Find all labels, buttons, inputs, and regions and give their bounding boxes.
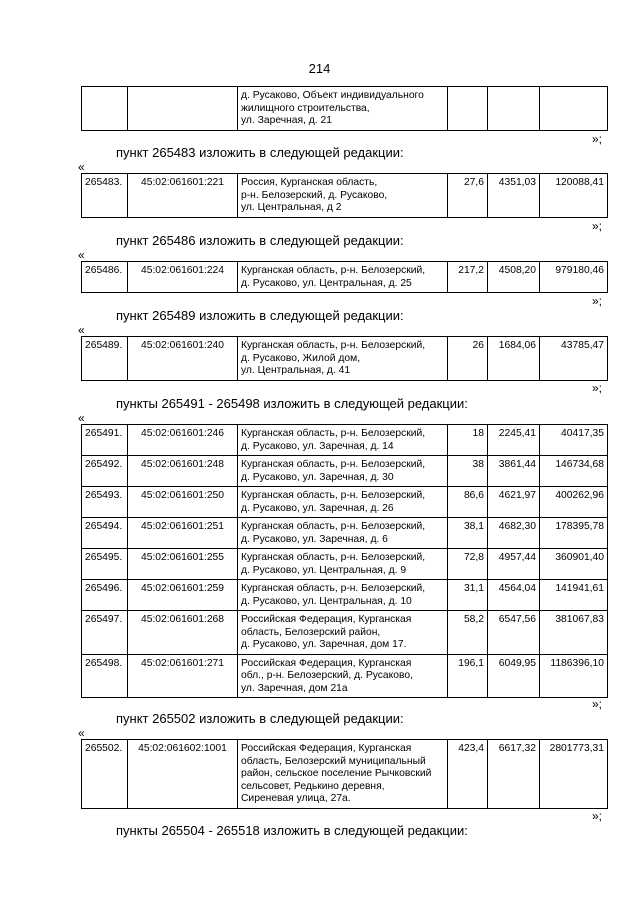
amendment-paragraph: пункт 265502 изложить в следующей редакции: [116, 711, 404, 726]
address-line: Курганская область, р-н. Белозерский, [241, 340, 426, 351]
open-quote: « [78, 248, 85, 262]
address-line: д. Русаково, ул. Заречная, д. 30 [241, 471, 394, 483]
area-cell: 217,2 [448, 262, 488, 293]
address-cell [238, 456, 448, 487]
item-number-cell: 265489. [82, 337, 128, 381]
table-row [82, 456, 608, 487]
unit-price-cell: 1684,06 [488, 337, 540, 381]
item-number-cell: 265486. [82, 262, 128, 293]
cadastral-value-cell: 381067,83 [540, 611, 608, 655]
cadastral-number-cell: 45:02:061601:246 [128, 425, 238, 456]
table-row [82, 174, 608, 218]
cadastral-number-cell: 45:02:061601:268 [128, 611, 238, 655]
address-line: д. Русаково, Жилой дом, [241, 352, 361, 364]
address-line: р-н. Белозерский, д. Русаково, [241, 189, 388, 201]
address-line: Россия, Курганская область, [241, 177, 378, 188]
address-line: Курганская область, р-н. Белозерский, [241, 265, 426, 276]
address-line: Сиреневая улица, 27а. [241, 793, 351, 804]
unit-price-cell: 6617,32 [488, 740, 540, 809]
address-line: область, Белозерский район, [241, 626, 381, 638]
address-cell [238, 337, 448, 381]
item-number-cell [82, 87, 128, 131]
address-cell [238, 518, 448, 549]
address-line: Курганская область, р-н. Белозерский, [241, 459, 426, 470]
address-cell [238, 174, 448, 218]
area-cell: 58,2 [448, 611, 488, 655]
area-cell [448, 87, 488, 131]
unit-price-cell: 4508,20 [488, 262, 540, 293]
address-line: ул. Центральная, д 2 [241, 202, 342, 213]
unit-price-cell: 4351,03 [488, 174, 540, 218]
area-cell: 423,4 [448, 740, 488, 809]
open-quote: « [78, 726, 85, 740]
cadastral-value-cell: 979180,46 [540, 262, 608, 293]
address-line: д. Русаково, ул. Заречная, д. 26 [241, 502, 394, 514]
address-line: Курганская область, р-н. Белозерский, [241, 490, 426, 501]
address-line: район, сельское поселение Рычковский [241, 768, 432, 779]
cadastral-number-cell [128, 87, 238, 131]
address-line: д. Русаково, ул. Центральная, д. 25 [241, 277, 412, 289]
cadastral-value-cell: 40417,35 [540, 425, 608, 456]
close-quote: »; [592, 809, 603, 823]
page-number: 214 [308, 61, 331, 76]
amendment-paragraph: пункты 265504 - 265518 изложить в следующей редакции: [116, 823, 468, 838]
close-quote: »; [592, 219, 603, 233]
table-row [82, 518, 608, 549]
address-line: Российская Федерация, Курганская [241, 614, 412, 625]
area-cell: 72,8 [448, 549, 488, 580]
area-cell: 27,6 [448, 174, 488, 218]
table-row [82, 425, 608, 456]
registry-table-265489 [81, 336, 608, 381]
cadastral-value-cell: 43785,47 [540, 337, 608, 381]
open-quote: « [78, 160, 85, 174]
amendment-paragraph: пункт 265489 изложить в следующей редакции: [116, 308, 404, 323]
cadastral-value-cell: 2801773,31 [540, 740, 608, 809]
unit-price-cell: 4957,44 [488, 549, 540, 580]
table-row [82, 611, 608, 655]
cadastral-number-cell: 45:02:061601:259 [128, 580, 238, 611]
item-number-cell: 265496. [82, 580, 128, 611]
table-row [82, 487, 608, 518]
item-number-cell: 265498. [82, 654, 128, 698]
cadastral-number-cell: 45:02:061601:255 [128, 549, 238, 580]
item-number-cell: 265502. [82, 740, 128, 809]
unit-price-cell: 4621,97 [488, 487, 540, 518]
address-cell [238, 611, 448, 655]
area-cell: 26 [448, 337, 488, 381]
close-quote: »; [592, 697, 603, 711]
area-cell: 31,1 [448, 580, 488, 611]
address-cell [238, 87, 448, 131]
unit-price-cell: 2245,41 [488, 425, 540, 456]
item-number-cell: 265494. [82, 518, 128, 549]
area-cell: 196,1 [448, 654, 488, 698]
cadastral-number-cell: 45:02:061601:221 [128, 174, 238, 218]
cadastral-number-cell: 45:02:061601:224 [128, 262, 238, 293]
address-line: Российская Федерация, Курганская [241, 743, 412, 754]
address-line: Курганская область, р-н. Белозерский, [241, 428, 426, 439]
unit-price-cell: 6547,56 [488, 611, 540, 655]
cadastral-value-cell: 141941,61 [540, 580, 608, 611]
cadastral-value-cell: 400262,96 [540, 487, 608, 518]
address-line: д. Русаково, Объект индивидуального [241, 90, 424, 101]
address-line: ул. Заречная, дом 21а [241, 682, 348, 694]
table-row [82, 262, 608, 293]
registry-table-265502 [81, 739, 608, 809]
registry-table-265486 [81, 261, 608, 293]
address-cell [238, 262, 448, 293]
registry-table-265491-265498 [81, 424, 608, 698]
cadastral-value-cell: 1186396,10 [540, 654, 608, 698]
address-line: обл., р-н. Белозерский, д. Русаково, [241, 670, 413, 681]
area-cell: 18 [448, 425, 488, 456]
cadastral-number-cell: 45:02:061601:271 [128, 654, 238, 698]
address-cell [238, 580, 448, 611]
open-quote: « [78, 323, 85, 337]
cadastral-value-cell: 360901,40 [540, 549, 608, 580]
address-line: д. Русаково, ул. Заречная, дом 17. [241, 639, 407, 650]
address-line: Курганская область, р-н. Белозерский, [241, 521, 426, 532]
address-line: жилищного строительства, [241, 102, 370, 114]
item-number-cell: 265491. [82, 425, 128, 456]
address-line: д. Русаково, ул. Заречная, д. 6 [241, 533, 388, 545]
address-cell [238, 425, 448, 456]
table-row [82, 580, 608, 611]
table-row [82, 654, 608, 698]
unit-price-cell: 4564,04 [488, 580, 540, 611]
cadastral-number-cell: 45:02:061602:1001 [128, 740, 238, 809]
registry-table-265483 [81, 173, 608, 218]
address-cell [238, 487, 448, 518]
address-line: ул. Заречная, д. 21 [241, 115, 332, 126]
address-line: д. Русаково, ул. Центральная, д. 10 [241, 595, 412, 607]
address-line: область, Белозерский муниципальный [241, 755, 426, 767]
registry-table-continuation [81, 86, 608, 131]
cadastral-number-cell: 45:02:061601:240 [128, 337, 238, 381]
cadastral-value-cell: 120088,41 [540, 174, 608, 218]
amendment-paragraph: пункты 265491 - 265498 изложить в следующей редакции: [116, 396, 468, 411]
unit-price-cell [488, 87, 540, 131]
cadastral-value-cell: 146734,68 [540, 456, 608, 487]
address-line: Российская Федерация, Курганская [241, 657, 412, 669]
close-quote: »; [592, 381, 603, 395]
table-row [82, 337, 608, 381]
table-row [82, 87, 608, 131]
amendment-paragraph: пункт 265486 изложить в следующей редакции: [116, 233, 404, 248]
address-line: Курганская область, р-н. Белозерский, [241, 583, 426, 594]
cadastral-number-cell: 45:02:061601:251 [128, 518, 238, 549]
area-cell: 86,6 [448, 487, 488, 518]
cadastral-value-cell [540, 87, 608, 131]
address-cell [238, 549, 448, 580]
item-number-cell: 265492. [82, 456, 128, 487]
address-line: сельсовет, Редькино деревня, [241, 780, 385, 792]
close-quote: »; [592, 132, 603, 146]
cadastral-number-cell: 45:02:061601:250 [128, 487, 238, 518]
item-number-cell: 265483. [82, 174, 128, 218]
unit-price-cell: 3861,44 [488, 456, 540, 487]
address-line: д. Русаково, ул. Заречная, д. 14 [241, 440, 394, 452]
address-cell [238, 654, 448, 698]
item-number-cell: 265493. [82, 487, 128, 518]
item-number-cell: 265495. [82, 549, 128, 580]
amendment-paragraph: пункт 265483 изложить в следующей редакции: [116, 145, 404, 160]
cadastral-value-cell: 178395,78 [540, 518, 608, 549]
open-quote: « [78, 411, 85, 425]
address-line: Курганская область, р-н. Белозерский, [241, 552, 426, 563]
address-line: ул. Центральная, д. 41 [241, 365, 351, 376]
address-cell [238, 740, 448, 809]
unit-price-cell: 6049,95 [488, 654, 540, 698]
area-cell: 38 [448, 456, 488, 487]
close-quote: »; [592, 294, 603, 308]
unit-price-cell: 4682,30 [488, 518, 540, 549]
table-row [82, 740, 608, 809]
area-cell: 38,1 [448, 518, 488, 549]
item-number-cell: 265497. [82, 611, 128, 655]
table-row [82, 549, 608, 580]
address-line: д. Русаково, ул. Центральная, д. 9 [241, 564, 407, 576]
cadastral-number-cell: 45:02:061601:248 [128, 456, 238, 487]
